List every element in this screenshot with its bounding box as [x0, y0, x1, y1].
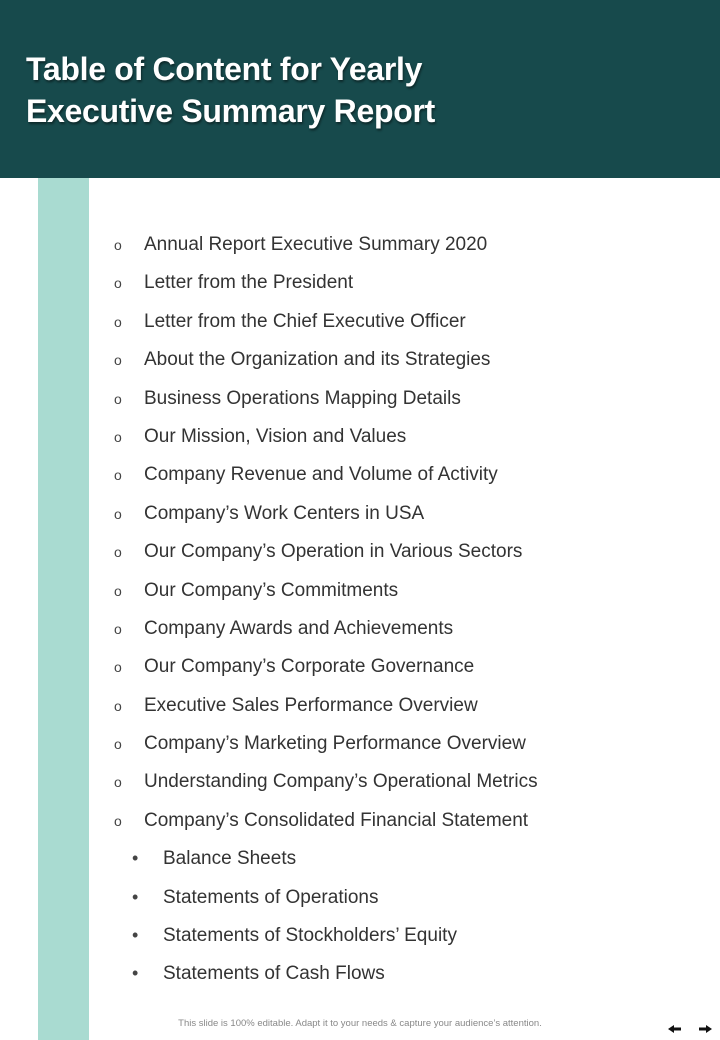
circle-bullet-icon: o [114, 505, 122, 522]
circle-bullet-icon: o [114, 736, 122, 753]
toc-item-label: Business Operations Mapping Details [144, 387, 461, 409]
toc-item-label: Company’s Consolidated Financial Statement [144, 809, 529, 831]
toc-sub-item-label: Statements of Operations [163, 886, 379, 908]
page-title [26, 48, 435, 132]
arrow-right-icon[interactable] [698, 1022, 712, 1036]
arrow-left-icon[interactable] [668, 1022, 682, 1036]
bullet-dot-icon: • [132, 963, 139, 984]
circle-bullet-icon: o [114, 620, 122, 637]
circle-bullet-icon: o [114, 237, 122, 253]
circle-bullet-icon: o [114, 659, 122, 676]
circle-bullet-icon: o [114, 582, 122, 599]
bullet-dot-icon: • [132, 848, 139, 869]
circle-bullet-icon: o [114, 428, 122, 445]
toc-item-label: About the Organization and its Strategies [144, 349, 491, 371]
bullet-dot-icon: • [132, 886, 139, 907]
slide-navigation [668, 1022, 712, 1036]
toc-item-label: Company Revenue and Volume of Activity [144, 464, 498, 486]
circle-bullet-icon: o [114, 774, 122, 791]
toc-item-label: Company’s Work Centers in USA [144, 502, 425, 524]
circle-bullet-icon: o [114, 467, 122, 484]
toc-item-label: Our Company’s Commitments [144, 579, 399, 601]
circle-bullet-icon: o [114, 812, 122, 829]
bullet-dot-icon: • [132, 925, 139, 946]
toc-item-label: Company’s Marketing Performance Overview [144, 733, 526, 755]
side-accent-bar [38, 178, 89, 1040]
header-banner [0, 0, 720, 178]
toc-item-label: Our Mission, Vision and Values [144, 425, 407, 447]
title-line-1: Table of Content for Yearly [26, 51, 423, 87]
circle-bullet-icon: o [114, 390, 122, 407]
toc-item-label: Letter from the President [144, 272, 354, 294]
toc-item-label: Letter from the Chief Executive Officer [144, 310, 466, 332]
circle-bullet-icon: o [114, 352, 122, 369]
circle-bullet-icon: o [114, 313, 122, 330]
title-line-2: Executive Summary Report [26, 93, 435, 129]
toc-item-label: Our Company’s Corporate Governance [144, 656, 475, 678]
toc-item-label: Understanding Company’s Operational Metrics [144, 771, 538, 793]
circle-bullet-icon: o [114, 544, 122, 561]
toc-item-label: Our Company’s Operation in Various Sectors [144, 541, 523, 563]
toc-sub-item-label: Statements of Cash Flows [163, 963, 385, 985]
footer-note: This slide is 100% editable. Adapt it to your needs & capture your audience’s attention. [178, 1018, 542, 1029]
toc-sub-item-label: Balance Sheets [163, 848, 297, 870]
toc-sub-item-label: Statements of Stockholders’ Equity [163, 925, 457, 947]
circle-bullet-icon: o [114, 697, 122, 714]
circle-bullet-icon: o [114, 275, 122, 292]
toc-item-label: Annual Report Executive Summary 2020 [144, 234, 488, 255]
toc-item-label: Company Awards and Achievements [144, 617, 454, 639]
toc-item-label: Executive Sales Performance Overview [144, 694, 478, 716]
